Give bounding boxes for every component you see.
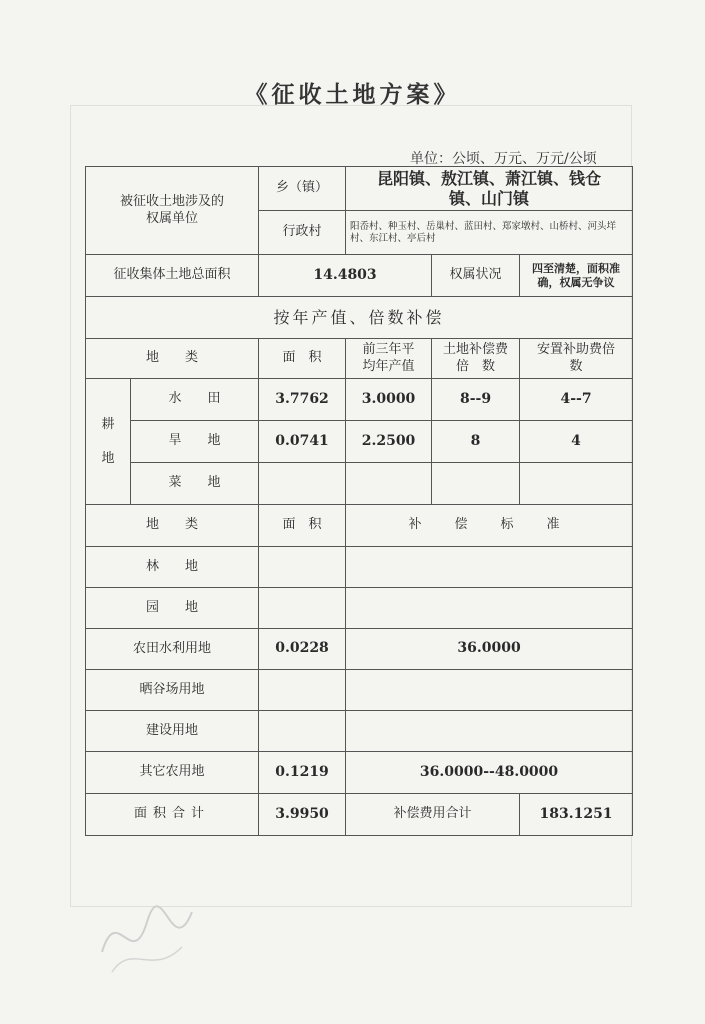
table-row: [86, 752, 633, 794]
standard-cell: [346, 670, 633, 711]
table-row: [86, 711, 633, 752]
arable-label: 耕地: [86, 379, 131, 505]
area-total-value: 3.9950: [259, 794, 346, 836]
avg-cell: 3.0000: [346, 379, 432, 421]
unit-label: 单位：公顷、万元、万元/公顷: [410, 151, 597, 167]
land-mult-cell: 8--9: [432, 379, 520, 421]
ownership-status-label: 权属状况: [432, 255, 520, 297]
section-title: 按年产值、倍数补偿: [86, 297, 633, 339]
land-type: 旱 地: [131, 421, 259, 463]
resettle-mult-cell: 4: [520, 421, 633, 463]
villages-value: 阳岙村、种玉村、岳巢村、蓝田村、郑家墩村、山桥村、河头垟村、东江村、亭后村: [346, 211, 633, 255]
handwritten-signature-scribble: [92, 892, 212, 982]
col-header-area-2: 面 积: [259, 505, 346, 547]
area-cell: [259, 588, 346, 629]
table-row: [86, 629, 633, 670]
land-type: 菜 地: [131, 463, 259, 505]
standard-cell: 36.0000--48.0000: [346, 752, 633, 794]
area-cell: [259, 463, 346, 505]
ownership-label: 被征收土地涉及的权属单位: [86, 167, 259, 255]
standard-cell: [346, 547, 633, 588]
table-row: [86, 421, 633, 463]
ownership-status-value: 四至清楚，面积准确，权属无争议: [520, 255, 633, 297]
area-cell: [259, 711, 346, 752]
col-header-resettle-mult: 安置补助费倍 数: [520, 339, 633, 379]
table-row: [86, 463, 633, 505]
cost-total-value: 183.1251: [520, 794, 633, 836]
standard-cell: [346, 711, 633, 752]
col-header-avg: 前三年平均年产值: [346, 339, 432, 379]
land-mult-cell: [432, 463, 520, 505]
resettle-mult-cell: [520, 463, 633, 505]
standard-cell: [346, 588, 633, 629]
expropriation-table: [85, 166, 633, 836]
page-title: 《征收土地方案》: [244, 81, 461, 108]
land-type: 晒谷场用地: [86, 670, 259, 711]
area-cell: [259, 670, 346, 711]
total-area-label: 征收集体土地总面积: [86, 255, 259, 297]
col-header-type-2: 地 类: [86, 505, 259, 547]
area-total-label: 面积合计: [86, 794, 259, 836]
land-type: 其它农用地: [86, 752, 259, 794]
towns-value: 昆阳镇、敖江镇、萧江镇、钱仓镇、山门镇: [346, 167, 633, 211]
avg-cell: 2.2500: [346, 421, 432, 463]
total-area-value: 14.4803: [259, 255, 432, 297]
land-type: 农田水利用地: [86, 629, 259, 670]
col-header-land-mult: 土地补偿费倍 数: [432, 339, 520, 379]
standard-cell: 36.0000: [346, 629, 633, 670]
col-header-type: 地 类: [86, 339, 259, 379]
table-row: [86, 379, 633, 421]
col-header-area: 面 积: [259, 339, 346, 379]
table-row: [86, 588, 633, 629]
land-type: 建设用地: [86, 711, 259, 752]
table-row: [86, 670, 633, 711]
area-cell: 0.0741: [259, 421, 346, 463]
area-cell: 0.0228: [259, 629, 346, 670]
village-label: 行政村: [259, 211, 346, 255]
land-type: 园 地: [86, 588, 259, 629]
land-mult-cell: 8: [432, 421, 520, 463]
area-cell: 3.7762: [259, 379, 346, 421]
land-type: 水 田: [131, 379, 259, 421]
resettle-mult-cell: 4--7: [520, 379, 633, 421]
town-label: 乡（镇）: [259, 167, 346, 211]
col-header-standard: 补 偿 标 准: [346, 505, 633, 547]
area-cell: 0.1219: [259, 752, 346, 794]
land-type: 林 地: [86, 547, 259, 588]
table-row: [86, 547, 633, 588]
cost-total-label: 补偿费用合计: [346, 794, 520, 836]
avg-cell: [346, 463, 432, 505]
area-cell: [259, 547, 346, 588]
